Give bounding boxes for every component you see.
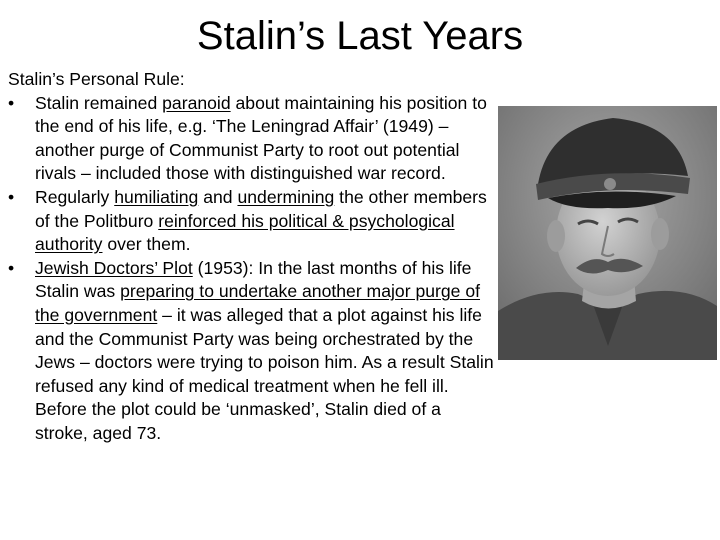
bullet-item	[8, 92, 494, 186]
bullet-text: – it was alleged that a plot against his life and the Communist Party was being orchestrated by the Jews – doctors were trying to poison him. As a result Stalin refused any kind of medical treatment when he fell ill. Before the plot could be ‘unmasked’, Stalin died of a stroke, aged 73.	[35, 304, 494, 443]
portrait-illustration	[498, 106, 717, 360]
slide-body	[8, 68, 494, 446]
bullet-text: and	[198, 186, 238, 207]
bullet-text: Regularly	[35, 186, 115, 207]
bullet-list	[8, 92, 494, 446]
bullet-item	[8, 257, 494, 446]
underlined-term: preparing to undertake another major purge of the government	[35, 281, 481, 325]
bullet-text: over them.	[102, 234, 191, 255]
slide-title: Stalin’s Last Years	[196, 14, 524, 58]
bullet-text: (1953): In the last months of his life Stalin was	[35, 257, 472, 302]
portrait-photo-icon	[498, 106, 717, 360]
underlined-term: paranoid	[162, 92, 231, 113]
bullet-item	[8, 186, 494, 257]
bullet-text: Stalin remained	[35, 92, 163, 113]
cap-badge	[604, 178, 616, 190]
bullet-dot: •	[8, 257, 15, 278]
underlined-term: humiliating	[114, 186, 199, 207]
underlined-term: undermining	[237, 186, 335, 207]
bullet-dot: •	[8, 92, 15, 113]
bullet-text: about maintaining his position to the end of his life, e.g. ‘The Leningrad Affair’ (1949) – another purge of Communist Party to root out potential rivals – included those with distinguished war record.	[35, 92, 487, 184]
bullet-dot: •	[8, 186, 15, 207]
ear-shape	[651, 218, 669, 250]
ear-shape	[547, 220, 565, 252]
underlined-term: Jewish Doctors’ Plot	[35, 257, 193, 278]
bullet-text: the other members of the Politburo	[35, 186, 487, 231]
underlined-term: reinforced his political & psychological authority	[35, 210, 455, 255]
section-intro: Stalin’s Personal Rule:	[8, 69, 185, 89]
